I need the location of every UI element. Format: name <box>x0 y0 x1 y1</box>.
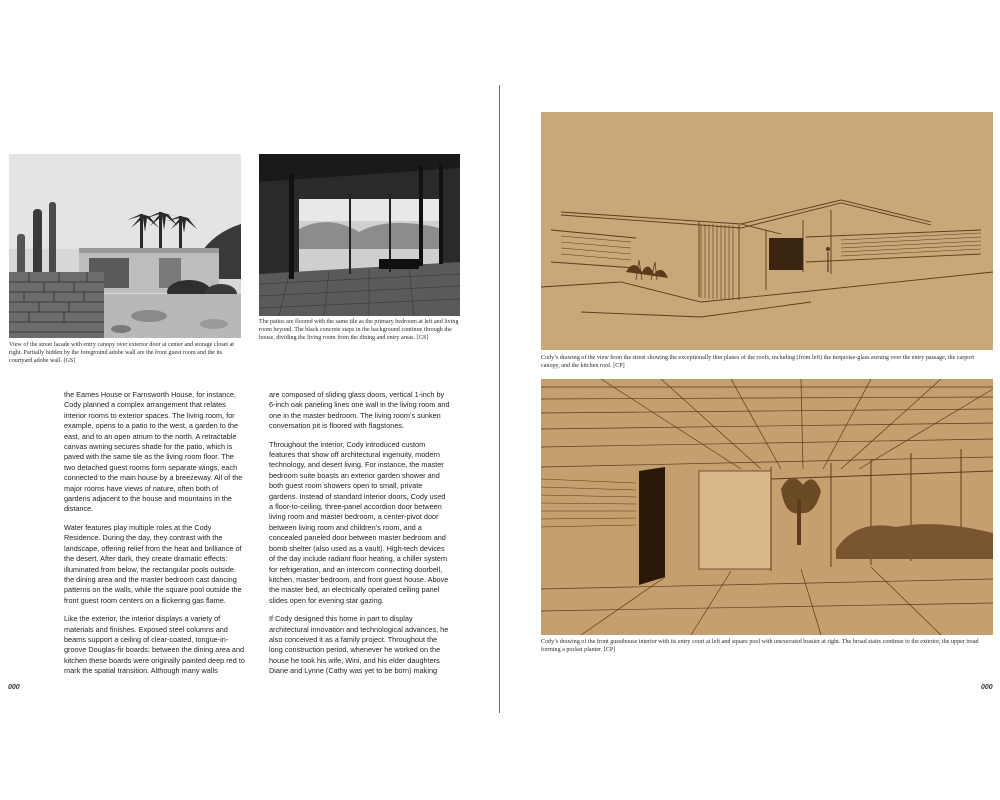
page-number-right: 000 <box>981 684 993 691</box>
body-paragraph: If Cody designed this home in part to display architectural innovation and technological advances, he also conceived it as a family project. Throughout the long construction period, whenever he worked on the house he took his wife, Wini, and his elder daughters Diane and Lynne (Cathy was yet to be born) making <box>269 614 449 676</box>
page-number-left: 000 <box>8 684 20 691</box>
drawing1-caption: Cody’s drawing of the view from the street showing the exceptionally thin planes of the roofs, including (from left) the turquoise-glass awning over the entry passage, the carport canopy, and the kitchen roof. [CP] <box>541 355 975 369</box>
body-paragraph: the Eames House or Farnsworth House, for instance, Cody planned a complex arrangement that relates interior rooms to exterior spaces. The living room, for example, opens to a patio to the west, a garden to the east, and to an open atrium to the north. A retractable canvas awning secures shade for the patio, which is paved with the same tile as the living room floor. The two detached guest rooms form separate wings, each connected to the main house by a breezeway. All of the major rooms have views of nature, often both of gardens adjacent to the house and mountains in the distance. <box>64 390 243 514</box>
body-paragraph: Throughout the interior, Cody introduced custom features that show off architectural ingenuity, modern technology, and desert living. For instance, the master bedroom suite boasts an exterior garden shower and both guest room showers open to small, private gardens. Instead of standard interior doors, Cody used a floor-to-ceiling, three-panel accordion door between living room and master bedroom, a center-pivot door between living room and children’s room, and a concealed paneled door between master bedroom and bomb shelter (also used as a vault). High-tech devices of the day include radiant floor heating, a chiller system for refrigeration, and an intercom connecting doorbell, kitchen, master bedroom, and front guest house. Above the master bed, an electrically operated ceiling panel slides open for evening star gazing. <box>269 439 449 605</box>
body-paragraph: Like the exterior, the interior displays a variety of materials and finishes. Exposed steel columns and beams support a ceiling of clear-coated, tongue-in-groove Douglas-fir boards; between the dining area and kitchen these boards were originally painted deep red to mark the spatial transition. Although many walls <box>64 614 245 676</box>
right-page <box>501 85 1000 713</box>
drawing-guesthouse-interior <box>541 379 993 635</box>
drawing-street-view <box>541 112 993 350</box>
photo2-caption: The patios are floored with the same tile as the primary bedroom at left and living room beyond. The black concrete steps in the background continue through the house, dividing the living room from the dining and entry areas. [GS] <box>259 319 459 341</box>
body-paragraph: are composed of sliding glass doors, vertical 1-inch by 6-inch oak paneling lines one wall in the living room and one in the master bedroom. The living room’s sunken conversation pit is floored with flagstones. <box>269 390 450 431</box>
drawing2-caption: Cody’s drawing of the front guesthouse interior with its entry court at left and square pool with unexecuted brasier at right. The broad stairs continue to the exterior, the upper tread forming a pocket planter. [CP] <box>541 639 979 653</box>
body-column-2 <box>269 390 451 685</box>
photo-patio <box>259 154 460 316</box>
book-spread <box>0 85 1000 713</box>
photo-street-facade <box>9 154 241 338</box>
left-page <box>0 85 500 713</box>
body-paragraph: Water features play multiple roles at the Cody Residence. During the day, they contrast with the landscape, offering relief from the heat and brilliance of the desert. After dark, they create dramatic effects: illuminated from below, the rectangular pools outside the dining area and the master bedroom cast dancing patterns on the walls, while the square pool outside the front guest room centers on a flickering gas flame. <box>64 522 242 605</box>
gutter-divider <box>499 85 500 713</box>
body-column-1 <box>64 390 246 685</box>
photo1-caption: View of the street facade with entry canopy over exterior door at center and storage closet at right. Partially hidden by the foreground adobe wall are the front guest room and the its courtyard adobe wall. [GS] <box>9 342 235 364</box>
